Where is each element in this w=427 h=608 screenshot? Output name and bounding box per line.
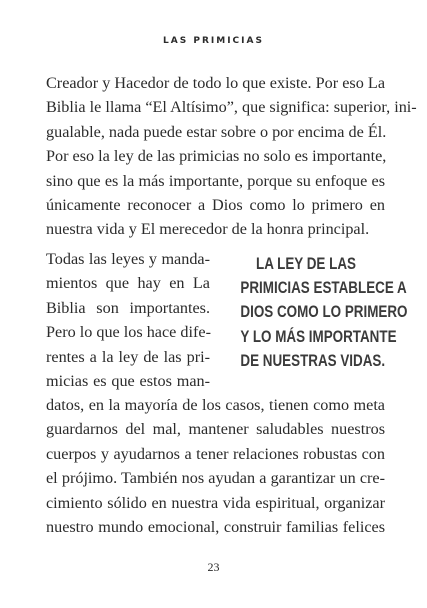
text-line: rentes a la ley de las pri-	[46, 347, 210, 366]
paragraph-2-narrow	[46, 247, 210, 393]
text-line: gualable, nada puede estar sobre o por encima de Él.	[46, 122, 387, 141]
text-line: cuerpos y ayudarnos a tener relaciones robustas con	[46, 444, 385, 463]
pull-quote-line: Y LO MÁS IMPORTANTE	[240, 326, 397, 346]
running-head: LAS PRIMICIAS	[163, 36, 264, 46]
text-line: micias es que estos man-	[46, 372, 210, 391]
text-line: datos, en la mayoría de los casos, tienen como meta	[46, 396, 385, 414]
text-line: Biblia le llama “El Altísimo”, que significa: superior, ini-	[46, 98, 417, 117]
text-line: nuestra vida y El merecedor de la honra principal.	[46, 220, 370, 239]
text-line: Por eso la ley de las primicias no solo es importante,	[46, 147, 387, 166]
text-line: el prójimo. También nos ayudan a garantizar un cre-	[46, 469, 385, 488]
pull-quote-line: PRIMICIAS ESTABLECE A	[240, 278, 407, 298]
pull-quote-line: DIOS COMO LO PRIMERO	[240, 302, 408, 322]
text-line: mientos que hay en La	[46, 274, 210, 293]
text-line: cimiento sólido en nuestra vida espiritual, organizar	[46, 493, 385, 512]
pull-quote	[240, 252, 408, 373]
text-line: guardarnos del mal, mantener saludables nuestros	[46, 420, 385, 439]
text-line: únicamente reconocer a Dios como lo primero en	[46, 196, 385, 215]
text-line: Todas las leyes y manda-	[46, 250, 210, 268]
text-line: nuestro mundo emocional, construir familias felices	[46, 518, 385, 537]
text-line: Creador y Hacedor de todo lo que existe. Por eso La	[46, 74, 385, 92]
paragraph-2-full	[46, 393, 385, 539]
pull-quote-line: LA LEY DE LAS	[256, 254, 356, 273]
text-line: Biblia son importantes.	[46, 298, 210, 317]
text-line: Pero lo que los hace dife-	[46, 323, 211, 342]
pull-quote-line: DE NUESTRAS VIDAS.	[240, 350, 386, 370]
paragraph-1	[46, 71, 417, 242]
text-line: sino que es la más importante, porque su enfoque es	[46, 171, 385, 190]
page-number: 23	[207, 560, 220, 574]
